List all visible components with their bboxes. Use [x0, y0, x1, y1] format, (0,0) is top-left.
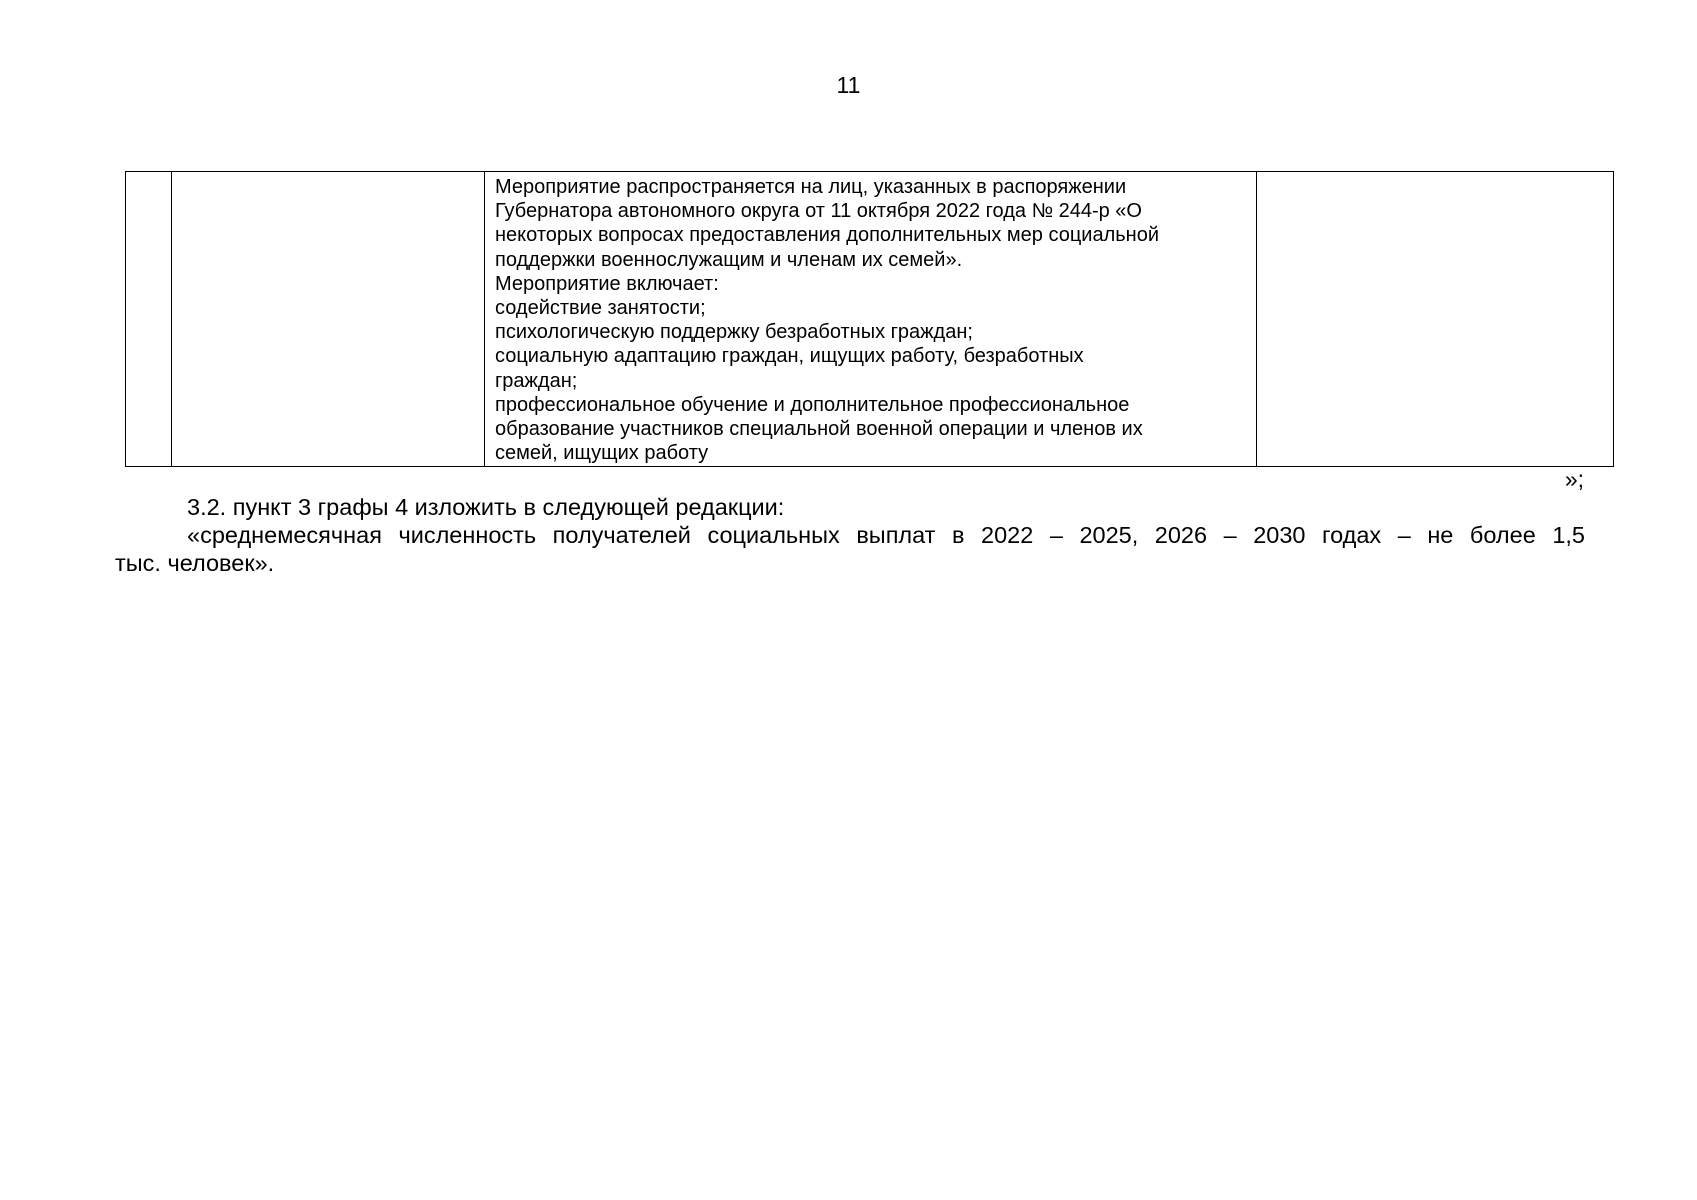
- table-cell-number: [126, 172, 172, 467]
- description-line: образование участников специальной военной операции и членов их: [495, 418, 1143, 441]
- table-cell-name: [172, 172, 485, 467]
- description-line: некоторых вопросах предоставления дополнительных мер социальной: [495, 224, 1160, 247]
- description-line: Мероприятие включает:: [495, 272, 719, 295]
- description-line: социальную адаптацию граждан, ищущих работу, безработных: [495, 345, 1084, 368]
- table-row: [126, 172, 1614, 467]
- description-line: профессиональное обучение и дополнительное профессиональное: [495, 393, 1130, 416]
- page-number: 11: [836, 72, 861, 98]
- description-line: содействие занятости;: [495, 297, 706, 320]
- description-line: Мероприятие распространяется на лиц, указанных в распоряжении: [495, 176, 1127, 198]
- measures-table: [125, 171, 1614, 467]
- table-cell-notes: [1257, 172, 1614, 467]
- paragraph-text: «среднемесячная численность получателей социальных выплат в 2022 – 2025, 2026 – 2030 годах – не более 1,5: [187, 522, 1585, 548]
- paragraph-amendment-text: [115, 521, 1585, 577]
- description-line: Губернатора автономного округа от 11 октября 2022 года № 244-р «О: [495, 200, 1142, 223]
- paragraph-text: 3.2. пункт 3 графы 4 изложить в следующей редакции:: [187, 494, 785, 520]
- description-line: поддержки военнослужащим и членам их семей».: [495, 248, 963, 271]
- paragraph-amendment-intro: [115, 493, 1585, 521]
- description-line: психологическую поддержку безработных граждан;: [495, 321, 973, 344]
- table-cell-description: [485, 172, 1257, 467]
- closing-quote: »;: [1564, 466, 1584, 492]
- paragraph-text: тыс. человек».: [115, 550, 275, 576]
- description-line: семей, ищущих работу: [495, 442, 709, 465]
- description-line: граждан;: [495, 369, 578, 392]
